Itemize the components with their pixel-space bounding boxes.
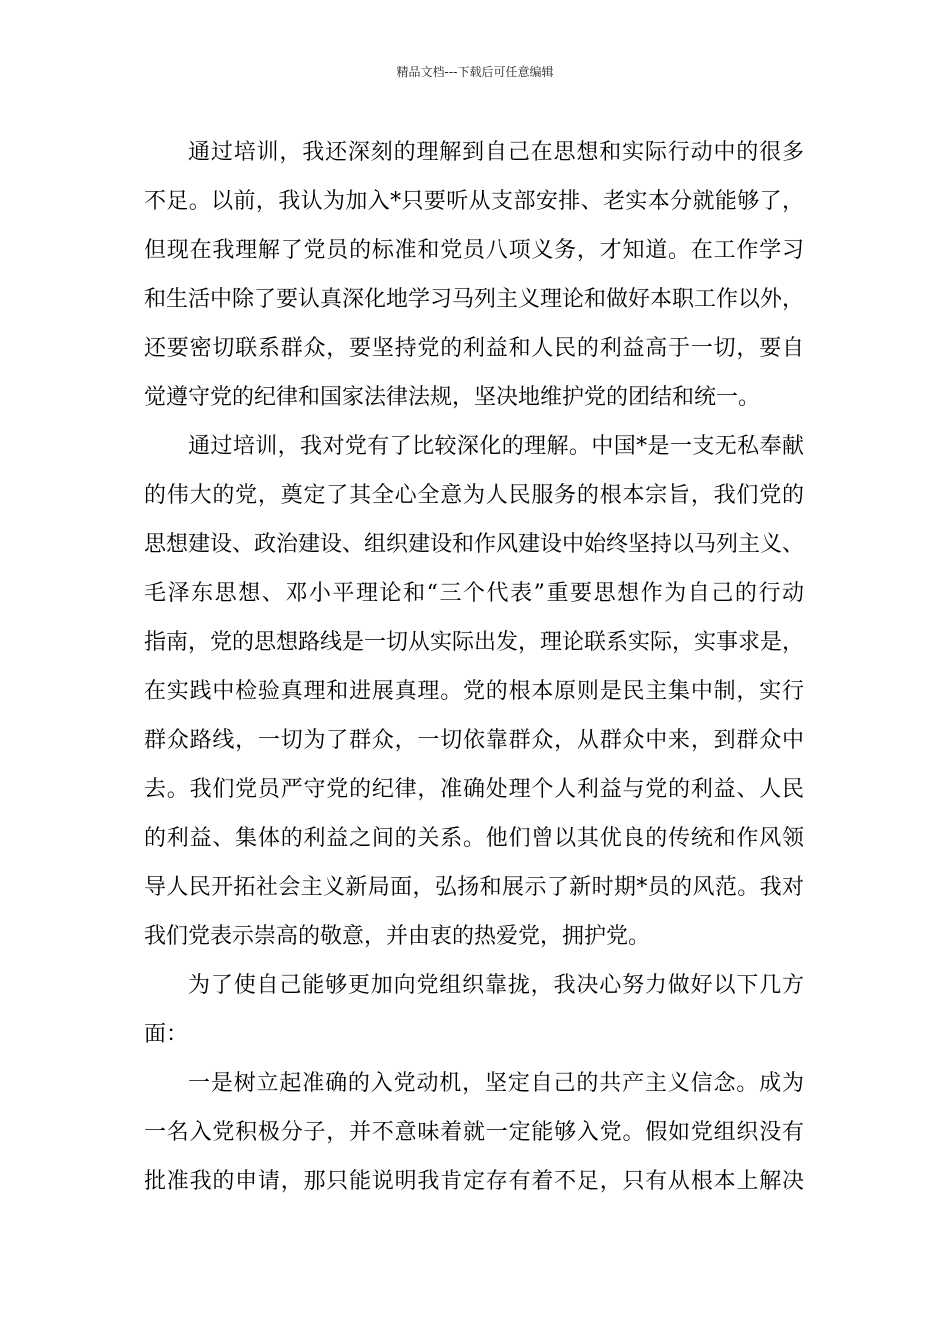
text-line: 思想建设、政治建设、组织建设和作风建设中始终坚持以马列主义、 <box>144 532 804 557</box>
text-line: 群众路线，一切为了群众，一切依靠群众，从群众中来，到群众中 <box>144 728 804 753</box>
text-line: 在实践中检验真理和进展真理。党的根本原则是民主集中制，实行 <box>144 679 804 704</box>
paragraph-2 <box>144 422 804 961</box>
text-line: 指南，党的思想路线是一切从实际出发，理论联系实际，实事求是， <box>144 630 804 655</box>
text-line: 通过培训，我还深刻的理解到自己在思想和实际行动中的很多 <box>188 140 804 165</box>
text-line: 但现在我理解了党员的标准和党员八项义务，才知道。在工作学习 <box>144 238 804 263</box>
text-line: 和生活中除了要认真深化地学习马列主义理论和做好本职工作以外， <box>144 287 804 312</box>
text-line: 的伟大的党，奠定了其全心全意为人民服务的根本宗旨，我们党的 <box>144 483 804 508</box>
text-line: 我们党表示崇高的敬意，并由衷的热爱党，拥护党。 <box>144 924 651 949</box>
text-line: 毛泽东思想、邓小平理论和“三个代表”重要思想作为自己的行动 <box>144 581 804 606</box>
text-line: 觉遵守党的纪律和国家法律法规，坚决地维护党的团结和统一。 <box>144 385 761 410</box>
paragraph-1 <box>144 128 804 422</box>
text-line: 去。我们党员严守党的纪律，准确处理个人利益与党的利益、人民 <box>144 777 804 802</box>
text-line: 面： <box>144 1022 189 1047</box>
text-line: 还要密切联系群众，要坚持党的利益和人民的利益高于一切，要自 <box>144 336 804 361</box>
text-line: 通过培训，我对党有了比较深化的理解。中国*是一支无私奉献 <box>188 434 804 459</box>
paragraph-3 <box>144 961 804 1059</box>
text-line: 的利益、集体的利益之间的关系。他们曾以其优良的传统和作风领 <box>144 826 804 851</box>
text-line: 为了使自己能够更加向党组织靠拢，我决心努力做好以下几方 <box>188 973 804 998</box>
text-line: 不足。以前，我认为加入*只要听从支部安排、老实本分就能够了， <box>144 189 804 214</box>
text-line: 批准我的申请，那只能说明我肯定存有着不足，只有从根本上解决 <box>144 1169 804 1194</box>
text-line: 导人民开拓社会主义新局面，弘扬和展示了新时期*员的风范。我对 <box>144 875 804 900</box>
page-header: 精品文档---下载后可任意编辑 <box>396 65 554 79</box>
text-line: 一是树立起准确的入党动机，坚定自己的共产主义信念。成为 <box>188 1071 804 1096</box>
text-line: 一名入党积极分子，并不意味着就一定能够入党。假如党组织没有 <box>144 1120 804 1145</box>
document-body <box>144 128 804 1206</box>
paragraph-4 <box>144 1059 804 1206</box>
